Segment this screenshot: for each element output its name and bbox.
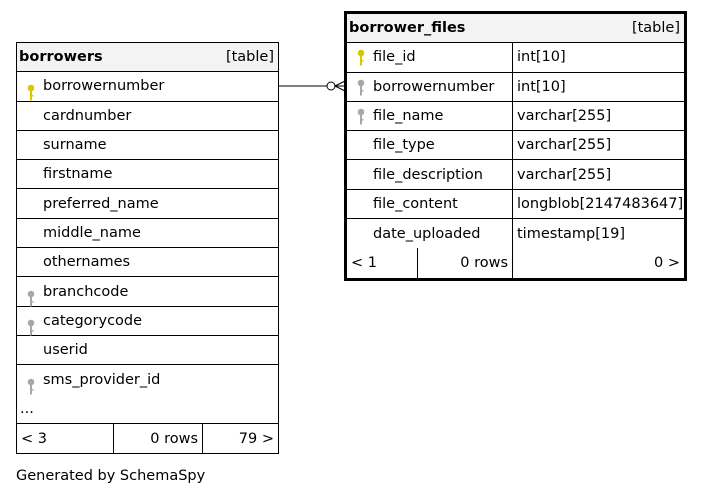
- relationship-optional-circle: [327, 82, 335, 90]
- column-row[interactable]: [347, 160, 684, 189]
- foreign-key-icon: [356, 108, 366, 126]
- column-name: [17, 166, 112, 182]
- column-row[interactable]: [347, 73, 684, 102]
- column-name-text: middle_name: [43, 224, 141, 241]
- column-row[interactable]: [347, 190, 684, 219]
- column-name-text: borrowernumber: [43, 78, 165, 95]
- table-tag: [table]: [225, 49, 274, 66]
- children-count[interactable]: 0 >: [654, 255, 680, 272]
- parents-count[interactable]: < 1: [347, 248, 418, 277]
- column-name: [17, 78, 164, 94]
- column-name: [17, 137, 107, 153]
- column-row[interactable]: [17, 102, 278, 131]
- borrower-files-table-footer: [347, 248, 684, 277]
- row-count: 0 rows: [114, 424, 203, 453]
- borrower-files-table[interactable]: [344, 11, 687, 281]
- column-name-text: firstname: [43, 166, 113, 183]
- column-type: varchar[255]: [517, 108, 612, 125]
- foreign-key-icon: [356, 79, 366, 97]
- column-row[interactable]: [17, 131, 278, 160]
- column-name-text: file_id: [373, 49, 416, 66]
- column-row[interactable]: [17, 189, 278, 218]
- column-row[interactable]: [17, 277, 278, 306]
- column-name: [17, 254, 130, 270]
- column-row[interactable]: [347, 131, 684, 160]
- column-row[interactable]: [17, 160, 278, 189]
- borrowers-table[interactable]: [16, 42, 279, 454]
- column-row[interactable]: [17, 219, 278, 248]
- column-name: [347, 43, 513, 71]
- column-type: longblob[2147483647]: [517, 195, 684, 212]
- column-name-text: file_name: [373, 108, 444, 125]
- foreign-key-icon: [26, 378, 36, 396]
- table-name: borrower_files: [349, 20, 466, 37]
- foreign-key-icon: [26, 290, 36, 308]
- children-count[interactable]: 79 >: [238, 430, 274, 447]
- column-row[interactable]: [347, 219, 684, 248]
- borrowers-table-header[interactable]: [17, 43, 278, 72]
- column-row[interactable]: [17, 248, 278, 277]
- column-name-text: file_type: [373, 137, 435, 154]
- column-type: varchar[255]: [517, 166, 612, 183]
- column-type: varchar[255]: [517, 137, 612, 154]
- column-name: [17, 342, 88, 358]
- more-columns-indicator: ...: [17, 395, 278, 424]
- primary-key-icon: [26, 84, 36, 102]
- column-row[interactable]: [347, 43, 684, 72]
- column-name-text: userid: [43, 342, 88, 359]
- column-type: int[10]: [517, 78, 566, 95]
- foreign-key-icon: [26, 319, 36, 337]
- column-name: [347, 131, 513, 159]
- column-name-text: file_description: [373, 166, 483, 183]
- column-name: [347, 219, 513, 248]
- table-tag: [table]: [631, 20, 680, 37]
- column-name-text: date_uploaded: [373, 225, 481, 242]
- column-row[interactable]: [17, 72, 278, 101]
- column-name: [17, 225, 141, 241]
- column-name-text: cardnumber: [43, 107, 132, 124]
- column-type: int[10]: [517, 49, 566, 66]
- column-name: [347, 160, 513, 188]
- column-name: [17, 313, 142, 329]
- column-name-text: file_content: [373, 195, 458, 212]
- column-name: [347, 102, 513, 130]
- table-name: borrowers: [19, 49, 103, 66]
- primary-key-icon: [356, 49, 366, 67]
- column-row[interactable]: [17, 307, 278, 336]
- column-name: [17, 108, 131, 124]
- borrower-files-table-header[interactable]: [347, 14, 684, 43]
- column-type: timestamp[19]: [517, 225, 625, 242]
- column-name-text: othernames: [43, 254, 131, 271]
- column-name: [347, 190, 513, 218]
- column-name-text: categorycode: [43, 312, 143, 329]
- column-row[interactable]: [17, 336, 278, 365]
- column-row[interactable]: [17, 365, 278, 394]
- column-name-text: branchcode: [43, 283, 129, 300]
- column-name: [17, 196, 159, 212]
- row-count: 0 rows: [418, 248, 513, 277]
- column-name-text: sms_provider_id: [43, 371, 161, 388]
- generated-by-note: Generated by SchemaSpy: [16, 468, 206, 484]
- column-name-text: borrowernumber: [373, 78, 495, 95]
- column-name: [17, 372, 160, 388]
- column-name-text: surname: [43, 137, 107, 154]
- column-name: [347, 73, 513, 101]
- parents-count[interactable]: < 3: [17, 424, 114, 453]
- column-name-text: preferred_name: [43, 195, 159, 212]
- borrowers-table-footer: [17, 424, 278, 453]
- column-name: [17, 284, 128, 300]
- column-row[interactable]: [347, 102, 684, 131]
